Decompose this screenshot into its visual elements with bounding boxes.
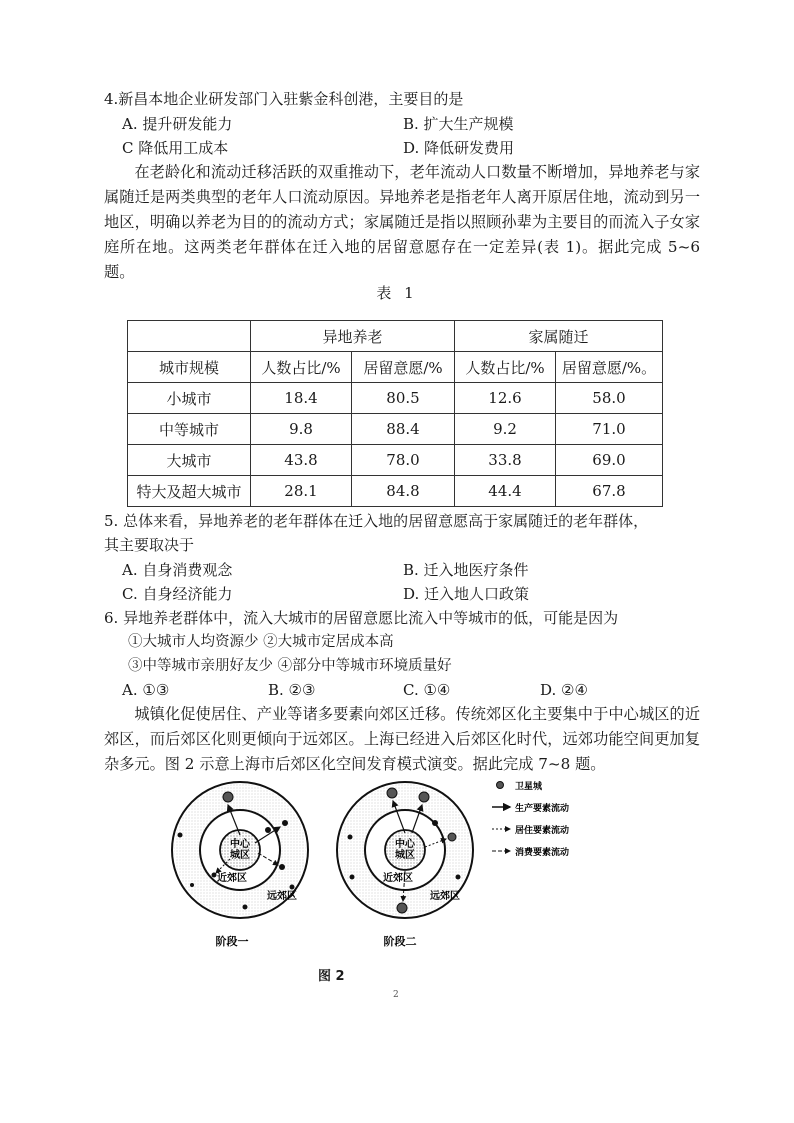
legend-consumption-flow: 消费要素流动 [515, 848, 570, 858]
table-cell: 9.8 [251, 414, 352, 445]
figure-2 [170, 775, 620, 990]
row-label: 小城市 [128, 383, 251, 414]
row-label: 特大及超大城市 [128, 476, 251, 507]
q5-option-d[interactable]: D. 迁入地人口政策 [403, 585, 530, 603]
table-cell: 69.0 [556, 445, 663, 476]
q6-items-line2: ③中等城市亲朋好友少 ④部分中等城市环境质量好 [128, 658, 452, 674]
q6-items-line1: ①大城市人均资源少 ②大城市定居成本高 [128, 634, 394, 650]
q5-stem-line2: 其主要取决于 [104, 536, 195, 554]
stage-two-diagram [337, 782, 473, 948]
q5-option-b[interactable]: B. 迁入地医疗条件 [403, 561, 529, 579]
table-corner [128, 321, 251, 352]
table-cell: 78.0 [352, 445, 455, 476]
center-label-1: 中心城区 [230, 839, 250, 861]
satellite-city-legend-icon [497, 782, 504, 789]
q4-option-b[interactable]: B. 扩大生产规模 [403, 115, 514, 133]
q4-option-c[interactable]: C 降低用工成本 [122, 139, 229, 157]
table-cell: 71.0 [556, 414, 663, 445]
q4-option-a[interactable]: A. 提升研发能力 [122, 115, 233, 133]
table-cell: 88.4 [352, 414, 455, 445]
stage-one-diagram [172, 782, 308, 948]
q4-stem: 4.新昌本地企业研发部门入驻紫金科创港，主要目的是 [104, 90, 464, 108]
near-suburb-label-2: 近郊区 [383, 873, 413, 884]
center-label-2: 中心城区 [395, 839, 415, 861]
far-suburb-label-1: 远郊区 [267, 891, 297, 902]
q6-option-b[interactable]: B. ②③ [268, 681, 316, 699]
intro-5-6-text: 在老龄化和流动迁移活跃的双重推动下，老年流动人口数量不断增加，异地养老与家属随迁是两类典型的老年人口流动原因。异地养老是指老年人离开原居住地，流动到另一地区，明确以养老为目的的流动方式；家属随迁是指以照顾孙辈为主要目的而流入子女家庭所在地。这两类老年群体在迁入地的居留意愿存在一定差异(表 1)。据此完成 5~6 题。 [104, 163, 700, 281]
table-row [128, 445, 663, 476]
figure-legend [492, 780, 569, 858]
stage-one-label: 阶段一 [215, 935, 249, 948]
table-cell: 9.2 [455, 414, 556, 445]
figure-caption: 图 2 [318, 969, 345, 984]
col-header-share-1: 人数占比/% [251, 352, 352, 383]
table-row [128, 383, 663, 414]
group-header-elderly-migration: 异地养老 [251, 321, 455, 352]
group-header-family-migration: 家属随迁 [455, 321, 663, 352]
table-1 [127, 320, 663, 507]
q6-option-d[interactable]: D. ②④ [540, 681, 588, 699]
legend-satellite-city: 卫星城 [515, 782, 543, 792]
far-suburb-label-2: 远郊区 [430, 891, 460, 902]
stage-two-label: 阶段二 [383, 935, 417, 948]
col-header-willingness-2: 居留意愿/%。 [556, 352, 663, 383]
table-cell: 80.5 [352, 383, 455, 414]
table-cell: 12.6 [455, 383, 556, 414]
table-cell: 28.1 [251, 476, 352, 507]
intro-7-8 [104, 702, 700, 777]
row-label: 大城市 [128, 445, 251, 476]
legend-production-flow: 生产要素流动 [515, 804, 570, 814]
row-label: 中等城市 [128, 414, 251, 445]
table-title: 表 1 [376, 284, 418, 302]
q5-option-c[interactable]: C. 自身经济能力 [122, 585, 233, 603]
legend-residence-flow: 居住要素流动 [515, 826, 570, 836]
table-row [128, 476, 663, 507]
col-header-share-2: 人数占比/% [455, 352, 556, 383]
q6-option-a[interactable]: A. ①③ [122, 681, 170, 699]
table-cell: 58.0 [556, 383, 663, 414]
q5-stem-line1: 5. 总体来看，异地养老的老年群体在迁入地的居留意愿高于家属随迁的老年群体， [104, 512, 649, 530]
table-cell: 33.8 [455, 445, 556, 476]
col-header-city-size: 城市规模 [128, 352, 251, 383]
table-cell: 18.4 [251, 383, 352, 414]
table-cell: 84.8 [352, 476, 455, 507]
q4-option-d[interactable]: D. 降低研发费用 [403, 139, 515, 157]
q6-stem: 6. 异地养老群体中，流入大城市的居留意愿比流入中等城市的低，可能是因为 [104, 609, 619, 627]
table-cell: 43.8 [251, 445, 352, 476]
q5-option-a[interactable]: A. 自身消费观念 [122, 561, 233, 579]
intro-7-8-text: 城镇化促使居住、产业等诸多要素向郊区迁移。传统郊区化主要集中于中心城区的近郊区，而后郊区化则更倾向于远郊区。上海已经进入后郊区化时代，远郊功能空间更加复杂多元。图 2 示意上海市后郊区化空间发育模式演变。据此完成 7~8 题。 [104, 705, 700, 773]
near-suburb-label-1: 近郊区 [217, 873, 247, 884]
col-header-willingness-1: 居留意愿/% [352, 352, 455, 383]
q6-option-c[interactable]: C. ①④ [403, 681, 451, 699]
table-cell: 67.8 [556, 476, 663, 507]
page-number: 2 [393, 990, 399, 1000]
table-cell: 44.4 [455, 476, 556, 507]
table-row [128, 414, 663, 445]
intro-5-6 [104, 160, 700, 285]
